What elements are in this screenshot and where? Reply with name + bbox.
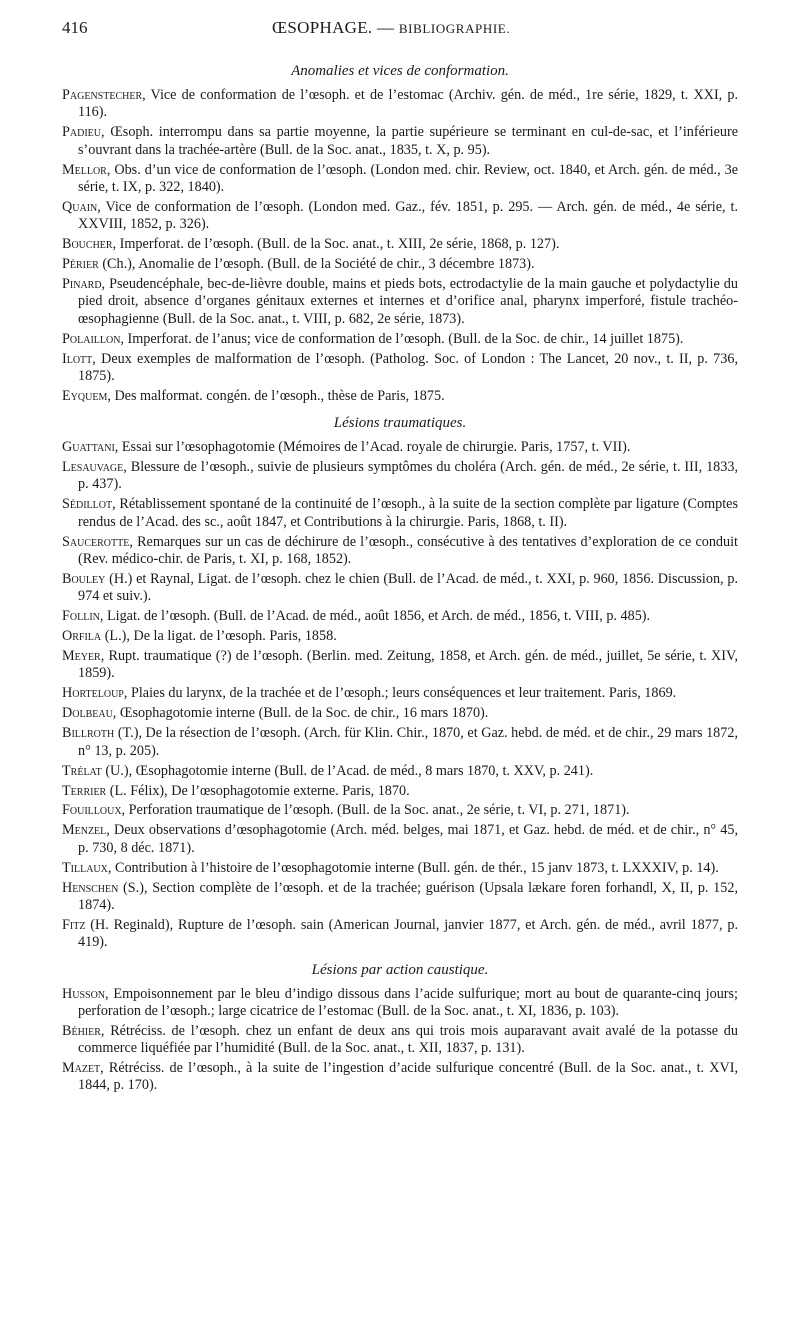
bibliography-entry [62, 628, 738, 645]
entry-author: Mellor, [62, 161, 111, 178]
entry-author: Dolbeau, [62, 705, 117, 722]
entry-text: (H. Reginald), Rupture de l’œsoph. sain (American Journal, janvier 1877, et Arch. gén. de méd., avril 1877, p. 419). [78, 916, 738, 951]
entry-author: Henschen [62, 879, 119, 896]
entry-author: Menzel, [62, 822, 110, 839]
entry-author: Meyer, [62, 648, 105, 665]
entry-text: Imperforat. de l’anus; vice de conformation de l’œsoph. (Bull. de la Soc. de chir., 14 juillet 1875). [123, 330, 684, 347]
bibliography-entry [62, 685, 738, 702]
bibliography-entry [62, 860, 738, 877]
bibliography-entry [62, 1023, 738, 1058]
entry-author: Quain, [62, 198, 101, 215]
entry-author: Eyquem, [62, 387, 111, 404]
entry-text: Deux exemples de malformation de l’œsoph. (Patholog. Soc. of London : The Lancet, 20 nov., t. II, p. 736, 1875). [78, 350, 738, 384]
bibliography-body [62, 62, 738, 1097]
bibliography-entry [62, 880, 738, 915]
entry-author: Fitz [62, 916, 86, 933]
entry-text: (L. Félix), De l’œsophagotomie externe. Paris, 1870. [106, 782, 410, 799]
bibliography-entry [62, 822, 738, 857]
bibliography-entry [62, 331, 738, 348]
entry-author: Béhier, [62, 1022, 105, 1039]
entry-text: Œsophagotomie interne (Bull. de la Soc. de chir., 16 mars 1870). [116, 705, 489, 722]
entry-text: Œsoph. interrompu dans sa partie moyenne, la partie supérieure se terminant en cul-de-sac, et l’inférieure s’ouvrant dans la trachée-artère (Bull. de la Soc. anat., 1835, t. X, p. 95). [78, 124, 738, 158]
entry-text: (T.), De la résection de l’œsoph. (Arch. für Klin. Chir., 1870, et Gaz. hebd. de méd. et de chir., 29 mars 1872, n° 13, p. 205). [78, 725, 738, 759]
bibliography-entry [62, 783, 738, 800]
bibliography-entry [62, 87, 738, 122]
running-title [272, 18, 510, 38]
entry-author: Mazet, [62, 1060, 104, 1077]
bibliography-entry [62, 459, 738, 494]
bibliography-entry [62, 705, 738, 722]
bibliography-entry [62, 388, 738, 405]
bibliography-entry [62, 199, 738, 234]
section-title: Anomalies et vices de conformation. [291, 63, 509, 79]
entry-author: Husson, [62, 985, 109, 1002]
entry-text: Blessure de l’œsoph., suivie de plusieurs symptômes du choléra (Arch. gén. de méd., 2e série, t. III, 1833, p. 437). [78, 459, 738, 493]
bibliography-entry [62, 917, 738, 952]
entry-author: Périer [62, 256, 99, 273]
bibliography-entry [62, 648, 738, 683]
entry-author: Terrier [62, 782, 107, 799]
bibliography-entry [62, 608, 738, 625]
bibliography-entry [62, 162, 738, 197]
entry-author: Padieu, [62, 124, 105, 141]
entry-author: Sédillot, [62, 496, 116, 513]
entry-text: Deux observations d’œsophagotomie (Arch. méd. belges, mai 1871, et Gaz. hebd. de méd. et de chir., n° 45, p. 730, 8 déc. 1871). [78, 822, 738, 856]
entry-author: Polaillon, [62, 330, 124, 347]
bibliography-entry [62, 534, 738, 569]
entry-text: Pseudencéphale, bec-de-lièvre double, mains et pieds bots, ectrodactylie de la main gauche et polydactylie du pied droit, absence d’organes génitaux externes et internes et d’orifice anal, pharynx imperforé, fistule trachéo-œsophagienne (Bull. de la Soc. anat., t. VIII, p. 682, 2e série, 1873). [78, 276, 738, 327]
entry-author: Saucerotte, [62, 533, 133, 550]
bibliography-entry [62, 351, 738, 386]
entry-text: Perforation traumatique de l’œsoph. (Bull. de la Soc. anat., 2e série, t. VI, p. 271, 1871). [125, 802, 630, 819]
page-number: 416 [62, 18, 88, 37]
entry-text: Contribution à l’histoire de l’œsophagotomie interne (Bull. gén. de thér., 15 janv 1873, t. LXXXIV, p. 14). [111, 859, 719, 876]
entry-text: (Ch.), Anomalie de l’œsoph. (Bull. de la Société de chir., 3 décembre 1873). [98, 256, 535, 273]
bibliography-entry [62, 439, 738, 456]
running-header [62, 18, 742, 44]
entry-text: Plaies du larynx, de la trachée et de l’œsoph.; leurs conséquences et leur traitement. Paris, 1869. [127, 685, 677, 702]
entry-text: Essai sur l’œsophagotomie (Mémoires de l’Acad. royale de chirurgie. Paris, 1757, t. VII). [118, 439, 631, 456]
entry-text: Remarques sur un cas de déchirure de l’œsoph., consécutive à des tentatives d’exploration de ce conduit (Rev. médico-chir. de Paris, t. XI, p. 168, 1852). [78, 533, 738, 568]
bibliography-entry [62, 571, 738, 606]
bibliography-entry [62, 1060, 738, 1095]
bibliography-entry [62, 986, 738, 1021]
entry-author: Fouilloux, [62, 802, 126, 819]
bibliography-entry [62, 725, 738, 760]
entry-text: Rétréciss. de l’œsoph., à la suite de l’ingestion d’acide sulfurique concentré (Bull. de la Soc. anat., t. XVI, 1844, p. 170). [78, 1060, 738, 1094]
entry-text: Ligat. de l’œsoph. (Bull. de l’Acad. de méd., août 1856, et Arch. de méd., 1856, t. VIII, p. 485). [103, 608, 651, 625]
entry-text: Des malformat. congén. de l’œsoph., thèse de Paris, 1875. [110, 387, 445, 404]
entry-text: Vice de conformation de l’œsoph. (London med. Gaz., fév. 1851, p. 295. — Arch. gén. de méd., 4e série, t. XXVIII, 1852, p. 326). [78, 198, 738, 233]
entry-author: Boucher, [62, 236, 117, 253]
entry-text: (U.), Œsophagotomie interne (Bull. de l’Acad. de méd., 8 mars 1870, t. XXV, p. 241). [101, 762, 594, 779]
entry-text: (S.), Section complète de l’œsoph. et de la trachée; guérison (Upsala lækare foren forhandl, X, II, p. 152, 1874). [78, 879, 738, 913]
bibliography-entry [62, 496, 738, 531]
section-title: Lésions par action caustique. [311, 961, 489, 978]
entry-author: Pagenstecher, [62, 87, 146, 103]
entry-author: Lesauvage, [62, 459, 127, 476]
bibliography-entry [62, 802, 738, 819]
entry-text: Obs. d’un vice de conformation de l’œsoph. (London med. chir. Review, oct. 1840, et Arch. gén. de méd., 3e série, t. IX, p. 322, 1840). [78, 161, 738, 195]
entry-author: Ilott, [62, 350, 96, 367]
bibliography-entry [62, 763, 738, 780]
entry-author: Pinard, [62, 276, 106, 292]
entry-author: Guattani, [62, 439, 119, 456]
running-title-main: ŒSOPHAGE. [272, 18, 373, 37]
bibliography-entry [62, 124, 738, 159]
bibliography-entry [62, 256, 738, 273]
bibliography-entry [62, 276, 738, 328]
entry-author: Trélat [62, 762, 102, 779]
bibliography-entry [62, 236, 738, 253]
entry-author: Horteloup, [62, 685, 128, 702]
entry-text: Empoisonnement par le bleu d’indigo dissous dans l’acide sulfurique; mort au bout de quarante-cinq jours; perforation de l’œsoph.; large cicatrice de l’estomac (Bull. de la Soc. anat., t. XI, 1836, p. 103). [78, 985, 738, 1019]
entry-author: Orfila [62, 628, 102, 645]
section-title: Lésions traumatiques. [333, 415, 467, 432]
running-title-separator: — [372, 18, 399, 37]
entry-author: Tillaux, [62, 859, 112, 876]
entry-author: Follin, [62, 608, 104, 625]
entry-text: Imperforat. de l’œsoph. (Bull. de la Soc. anat., t. XIII, 2e série, 1868, p. 127). [116, 236, 560, 253]
entry-text: Rupt. traumatique (?) de l’œsoph. (Berlin. med. Zeitung, 1858, et Arch. gén. de méd., juillet, 5e série, t. XIV, 1859). [78, 648, 738, 682]
entry-text: (L.), De la ligat. de l’œsoph. Paris, 1858. [101, 628, 337, 645]
entry-text: Rétréciss. de l’œsoph. chez un enfant de deux ans qui trois mois auparavant avait avalé de la potasse du commerce liquéfiée par l’humidité (Bull. de la Soc. anat., t. XII, 1837, p. 131). [78, 1022, 738, 1057]
entry-text: Vice de conformation de l’œsoph. et de l’estomac (Archiv. gén. de méd., 1re série, 1829, t. XXI, p. 116). [78, 87, 738, 121]
running-title-sub: BIBLIOGRAPHIE. [398, 21, 511, 36]
entry-author: Billroth [62, 725, 115, 742]
entry-author: Bouley [62, 570, 106, 587]
entry-text: (H.) et Raynal, Ligat. de l’œsoph. chez le chien (Bull. de l’Acad. de méd., t. XXI, p. 960, 1856. Discussion, p. 974 et suiv.). [78, 570, 738, 605]
entry-text: Rétablissement spontané de la continuité de l’œsoph., à la suite de la section complète par ligature (Comptes rendus de l’Acad. des sc., août 1847, et Contributions à la chirurgie. Paris, 1868, t. II). [78, 496, 738, 530]
